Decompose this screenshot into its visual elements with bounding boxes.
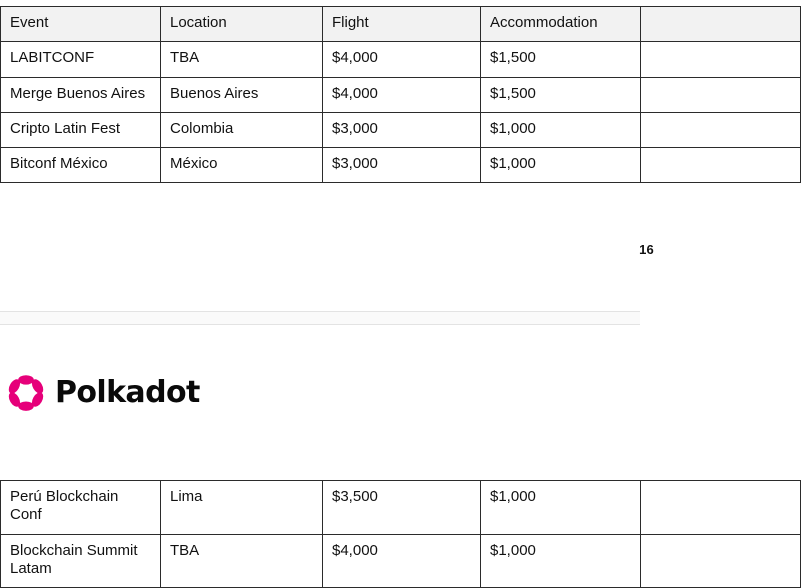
- cell-location: TBA: [161, 534, 323, 588]
- cell-event: Perú Blockchain Conf: [1, 481, 161, 535]
- cell-extra: [641, 42, 801, 77]
- page-break-separator: [0, 311, 640, 325]
- column-header-event: Event: [1, 7, 161, 42]
- polkadot-logo-icon: [6, 373, 46, 413]
- table-row: [1, 77, 801, 112]
- brand-name: Polkadot: [55, 375, 200, 410]
- cell-flight: $3,500: [323, 481, 481, 535]
- cell-location: México: [161, 148, 323, 183]
- cell-accommodation: $1,000: [481, 148, 641, 183]
- cell-event: Bitconf México: [1, 148, 161, 183]
- table-row: [1, 534, 801, 588]
- cell-event: Merge Buenos Aires: [1, 77, 161, 112]
- events-table-top-wrapper: [0, 6, 801, 183]
- cell-accommodation: $1,000: [481, 481, 641, 535]
- cell-event: Blockchain Summit Latam: [1, 534, 161, 588]
- cell-location: Colombia: [161, 112, 323, 147]
- column-header-accommodation: Accommodation: [481, 7, 641, 42]
- table-row: [1, 112, 801, 147]
- cell-flight: $3,000: [323, 112, 481, 147]
- cell-accommodation: $1,500: [481, 77, 641, 112]
- column-header-flight: Flight: [323, 7, 481, 42]
- table-row: [1, 148, 801, 183]
- events-table-top: [0, 6, 801, 183]
- cell-event: LABITCONF: [1, 42, 161, 77]
- brand-logo: [6, 373, 200, 413]
- cell-location: Buenos Aires: [161, 77, 323, 112]
- cell-extra: [641, 534, 801, 588]
- cell-flight: $4,000: [323, 77, 481, 112]
- cell-accommodation: $1,000: [481, 112, 641, 147]
- cell-extra: [641, 148, 801, 183]
- cell-accommodation: $1,000: [481, 534, 641, 588]
- events-table-bottom: [0, 480, 801, 588]
- cell-event: Cripto Latin Fest: [1, 112, 161, 147]
- page-break-fill: [0, 312, 640, 324]
- column-header-location: Location: [161, 7, 323, 42]
- cell-location: Lima: [161, 481, 323, 535]
- cell-flight: $4,000: [323, 534, 481, 588]
- page-number-value: 16: [639, 242, 654, 257]
- cell-extra: [641, 112, 801, 147]
- column-header-extra: [641, 7, 801, 42]
- events-table-bottom-wrapper: [0, 480, 801, 588]
- table-row: [1, 481, 801, 535]
- cell-accommodation: $1,500: [481, 42, 641, 77]
- cell-extra: [641, 481, 801, 535]
- cell-flight: $3,000: [323, 148, 481, 183]
- cell-flight: $4,000: [323, 42, 481, 77]
- page-number: [0, 242, 654, 257]
- cell-extra: [641, 77, 801, 112]
- table-header-row: [1, 7, 801, 42]
- table-row: [1, 42, 801, 77]
- cell-location: TBA: [161, 42, 323, 77]
